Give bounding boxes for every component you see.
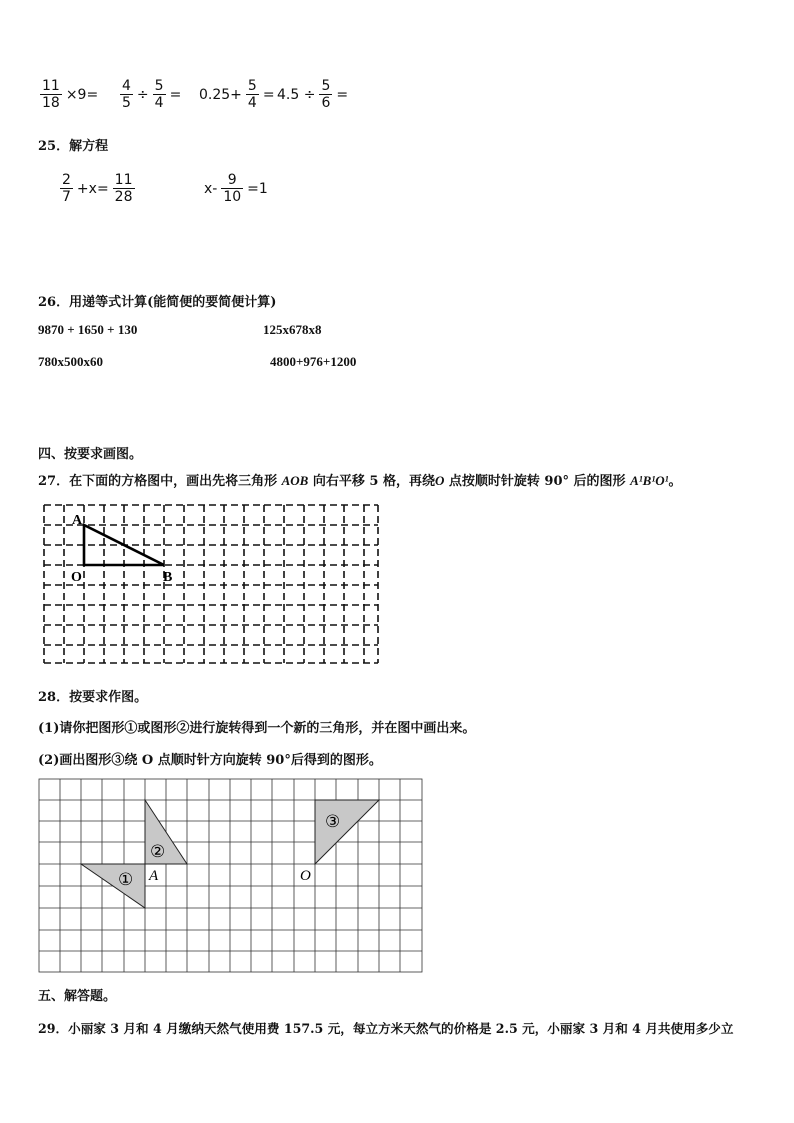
label-a: A	[72, 513, 83, 528]
equation-2: x- $\frac{9}{10}$ =1	[204, 172, 268, 205]
calc-expression-4: 4.5 ÷ $\frac{5}{6}$ =	[277, 78, 349, 111]
label-shape-3: ③	[325, 812, 341, 832]
label-point-a: A	[149, 868, 159, 884]
question-28-part-1: (1)请你把图形①或图形②进行旋转得到一个新的三角形，并在图中画出来。	[38, 721, 476, 736]
q27-point-o: O	[434, 473, 445, 488]
q27-text-mid: 向右平移 5 格，再绕	[308, 474, 435, 489]
label-shape-2: ②	[150, 842, 166, 862]
question-27-text	[38, 470, 682, 489]
question-26-title: 26．用递等式计算(能简便的要简便计算)	[38, 295, 277, 310]
calc-item-4: 4800+976+1200	[270, 354, 357, 369]
label-point-o: O	[300, 868, 311, 884]
q28-grid-figure	[38, 778, 424, 974]
calc-expression-3: 0.25+ $\frac{5}{4}$ =	[199, 78, 275, 111]
calc-item-2: 125x678x8	[263, 322, 322, 337]
calc-expression-1: $\frac{11}{18}$ ×9=	[42, 78, 99, 111]
section-5-heading: 五、解答题。	[38, 989, 117, 1004]
calc-item-1: 9870 + 1650 + 130	[38, 322, 138, 337]
q27-result-name: A¹B¹O¹	[630, 473, 669, 488]
question-28-part-2: (2)画出图形③绕 O 点顺时针方向旋转 90°后得到的图形。	[38, 753, 382, 768]
q27-text-after: 点按顺时针旋转 90° 后的图形	[444, 474, 631, 489]
equation-1: $\frac{2}{7}$ +x= $\frac{11}{28}$	[62, 172, 133, 205]
q27-end: 。	[668, 474, 682, 489]
q27-triangle-name: AOB	[281, 473, 309, 488]
section-4-heading: 四、按要求画图。	[38, 447, 143, 462]
label-b: B	[163, 570, 173, 585]
q27-grid-figure	[42, 503, 382, 665]
q27-text-before: 27．在下面的方格图中，画出先将三角形	[38, 474, 282, 489]
shape-3	[315, 800, 379, 864]
label-shape-1: ①	[118, 870, 134, 890]
question-29-text: 29．小丽家 3 月和 4 月缴纳天然气使用费 157.5 元，每立方米天然气的价格是 2.5 元，小丽家 3 月和 4 月共使用多少立	[38, 1021, 734, 1036]
question-25-title: 25．解方程	[38, 139, 109, 154]
question-28-title: 28．按要求作图。	[38, 690, 148, 705]
calc-item-3: 780x500x60	[38, 354, 103, 369]
calc-expression-2: $\frac{4}{5}$ ÷ $\frac{5}{4}$ =	[122, 78, 182, 111]
label-o: O	[71, 570, 82, 585]
